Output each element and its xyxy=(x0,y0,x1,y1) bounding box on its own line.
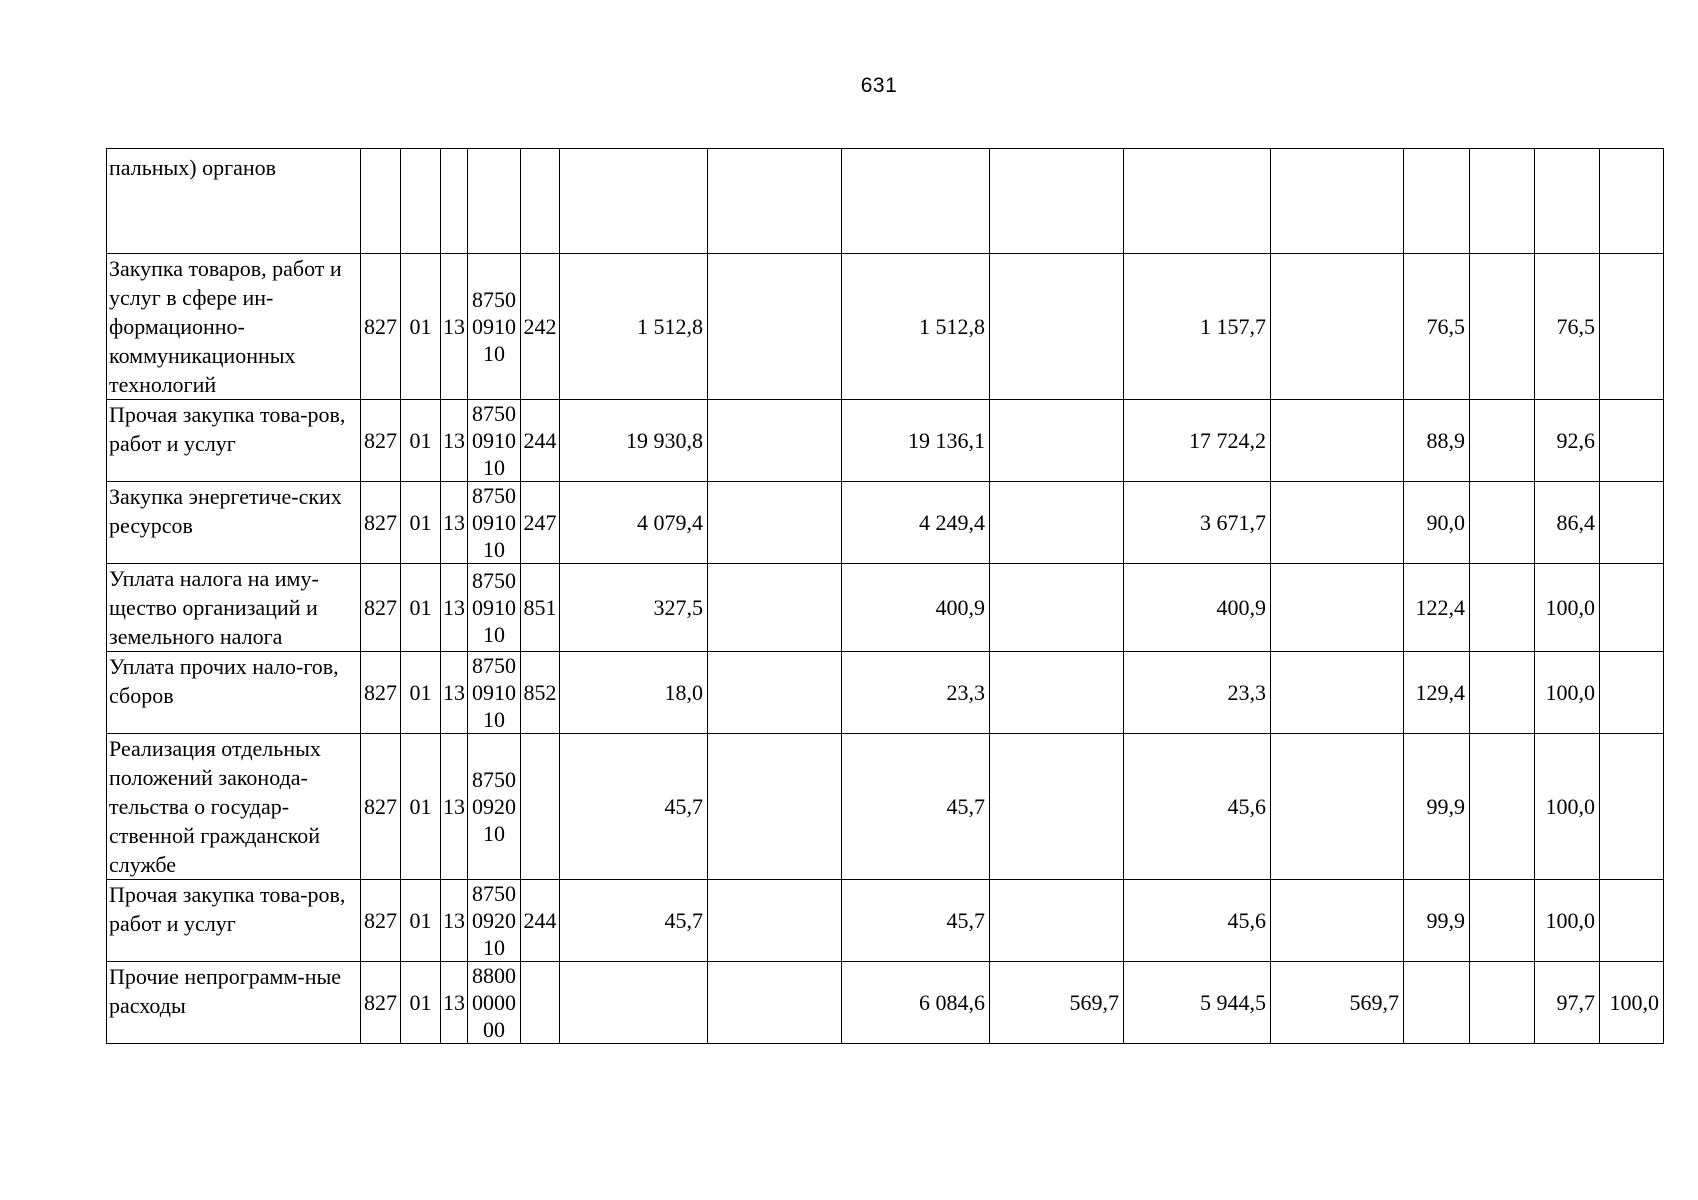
table-row xyxy=(107,400,1664,482)
csr-code-part: 8750 xyxy=(472,287,516,312)
cell-value: 100,0 xyxy=(1535,734,1600,880)
cell-value: 19 136,1 xyxy=(842,400,990,482)
cell-value: 45,6 xyxy=(1124,734,1271,880)
cell-csr xyxy=(468,734,521,880)
cell-value: 17 724,2 xyxy=(1124,400,1271,482)
cell-value xyxy=(1470,149,1535,254)
csr-code-part: 8750 xyxy=(472,568,516,593)
cell-value xyxy=(1271,880,1404,962)
cell-value: 1 157,7 xyxy=(1124,254,1271,400)
cell-value xyxy=(708,400,842,482)
csr-code-part: 8750 xyxy=(472,653,516,678)
row-name: Закупка товаров, работ и услуг в сфере ин-формационно-коммуникационных технологий xyxy=(107,254,361,400)
cell-value xyxy=(560,149,708,254)
cell-value xyxy=(708,880,842,962)
cell-value xyxy=(1470,880,1535,962)
row-name: Прочая закупка това-ров, работ и услуг xyxy=(107,400,361,482)
cell-value: 100,0 xyxy=(1600,962,1664,1044)
cell-value xyxy=(1271,254,1404,400)
cell-value: 400,9 xyxy=(1124,564,1271,652)
cell-value: 76,5 xyxy=(1535,254,1600,400)
csr-code-part: 8750 xyxy=(472,401,516,426)
cell-value: 45,7 xyxy=(842,734,990,880)
cell-ved: 827 xyxy=(361,254,401,400)
table-row xyxy=(107,734,1664,880)
csr-code-part: 00 xyxy=(483,1017,505,1042)
cell-value xyxy=(1600,400,1664,482)
cell-value: 23,3 xyxy=(842,652,990,734)
cell-value xyxy=(1470,254,1535,400)
cell-value xyxy=(1271,149,1404,254)
cell-rz: 01 xyxy=(401,734,441,880)
cell-value xyxy=(1600,880,1664,962)
cell-value xyxy=(1470,734,1535,880)
cell-value: 45,6 xyxy=(1124,880,1271,962)
cell-value: 5 944,5 xyxy=(1124,962,1271,1044)
cell-value xyxy=(1600,564,1664,652)
cell-value: 45,7 xyxy=(560,734,708,880)
cell-value xyxy=(1600,149,1664,254)
cell-value xyxy=(990,482,1124,564)
cell-pr: 13 xyxy=(441,400,468,482)
cell-rz: 01 xyxy=(401,482,441,564)
cell-value xyxy=(1470,400,1535,482)
cell-value xyxy=(560,962,708,1044)
cell-csr xyxy=(468,564,521,652)
cell-value: 569,7 xyxy=(990,962,1124,1044)
cell-ved: 827 xyxy=(361,734,401,880)
cell-value xyxy=(1470,652,1535,734)
cell-value xyxy=(1600,652,1664,734)
cell-value: 99,9 xyxy=(1404,880,1470,962)
cell-value: 86,4 xyxy=(1535,482,1600,564)
row-name: пальных) органов xyxy=(107,149,361,254)
cell-csr xyxy=(468,962,521,1044)
table-row xyxy=(107,880,1664,962)
cell-value xyxy=(708,962,842,1044)
cell-value: 92,6 xyxy=(1535,400,1600,482)
cell-value: 88,9 xyxy=(1404,400,1470,482)
cell-rz: 01 xyxy=(401,962,441,1044)
page-number: 631 xyxy=(860,74,898,97)
row-name: Уплата прочих нало-гов, сборов xyxy=(107,652,361,734)
cell-value: 129,4 xyxy=(1404,652,1470,734)
row-name: Реализация отдельных положений законода-тельства о государ-ственной гражданской службе xyxy=(107,734,361,880)
cell-value xyxy=(1271,734,1404,880)
cell-value xyxy=(1600,734,1664,880)
row-name: Прочая закупка това-ров, работ и услуг xyxy=(107,880,361,962)
cell-ved: 827 xyxy=(361,652,401,734)
cell-value xyxy=(990,564,1124,652)
cell-value: 45,7 xyxy=(842,880,990,962)
cell-value xyxy=(708,149,842,254)
cell-value: 100,0 xyxy=(1535,652,1600,734)
cell-ved xyxy=(361,149,401,254)
csr-code-part: 10 xyxy=(483,537,505,562)
cell-value: 1 512,8 xyxy=(842,254,990,400)
cell-rz: 01 xyxy=(401,880,441,962)
cell-rz: 01 xyxy=(401,564,441,652)
cell-value xyxy=(842,149,990,254)
cell-value xyxy=(1271,400,1404,482)
cell-pr: 13 xyxy=(441,880,468,962)
cell-vr: 247 xyxy=(521,482,560,564)
row-name: Прочие непрограмм-ные расходы xyxy=(107,962,361,1044)
cell-ved: 827 xyxy=(361,962,401,1044)
cell-value: 45,7 xyxy=(560,880,708,962)
cell-value: 97,7 xyxy=(1535,962,1600,1044)
cell-vr xyxy=(521,734,560,880)
cell-ved: 827 xyxy=(361,482,401,564)
table-row xyxy=(107,254,1664,400)
cell-vr xyxy=(521,149,560,254)
csr-code-part: 8750 xyxy=(472,767,516,792)
cell-csr xyxy=(468,880,521,962)
cell-value xyxy=(1271,564,1404,652)
cell-ved: 827 xyxy=(361,880,401,962)
cell-value: 6 084,6 xyxy=(842,962,990,1044)
cell-value: 100,0 xyxy=(1535,564,1600,652)
cell-value xyxy=(708,482,842,564)
cell-value xyxy=(1470,962,1535,1044)
csr-code-part: 10 xyxy=(483,622,505,647)
cell-csr xyxy=(468,149,521,254)
cell-value xyxy=(1404,962,1470,1044)
csr-code-part: 10 xyxy=(483,935,505,960)
cell-value: 122,4 xyxy=(1404,564,1470,652)
cell-vr: 244 xyxy=(521,880,560,962)
table-row xyxy=(107,482,1664,564)
cell-value xyxy=(1600,254,1664,400)
cell-vr xyxy=(521,962,560,1044)
cell-value xyxy=(990,254,1124,400)
cell-rz: 01 xyxy=(401,652,441,734)
cell-value xyxy=(708,254,842,400)
cell-rz: 01 xyxy=(401,254,441,400)
cell-csr xyxy=(468,254,521,400)
cell-value: 18,0 xyxy=(560,652,708,734)
cell-value xyxy=(1271,652,1404,734)
cell-rz: 01 xyxy=(401,400,441,482)
cell-value: 90,0 xyxy=(1404,482,1470,564)
cell-vr: 244 xyxy=(521,400,560,482)
cell-pr xyxy=(441,149,468,254)
table-body xyxy=(107,149,1664,1044)
cell-vr: 852 xyxy=(521,652,560,734)
cell-csr xyxy=(468,482,521,564)
cell-value xyxy=(990,734,1124,880)
cell-value xyxy=(1124,149,1271,254)
cell-value xyxy=(1535,149,1600,254)
csr-code-part: 0910 xyxy=(472,428,516,453)
cell-value: 19 930,8 xyxy=(560,400,708,482)
cell-value xyxy=(1404,149,1470,254)
cell-csr xyxy=(468,652,521,734)
table-row xyxy=(107,149,1664,254)
cell-value: 4 079,4 xyxy=(560,482,708,564)
csr-code-part: 10 xyxy=(483,455,505,480)
csr-code-part: 8750 xyxy=(472,483,516,508)
cell-pr: 13 xyxy=(441,482,468,564)
cell-value xyxy=(708,564,842,652)
cell-value xyxy=(708,652,842,734)
csr-code-part: 10 xyxy=(483,341,505,366)
csr-code-part: 8800 xyxy=(472,963,516,988)
csr-code-part: 0910 xyxy=(472,680,516,705)
cell-value: 76,5 xyxy=(1404,254,1470,400)
csr-code-part: 10 xyxy=(483,707,505,732)
cell-pr: 13 xyxy=(441,652,468,734)
csr-code-part: 8750 xyxy=(472,881,516,906)
cell-value: 23,3 xyxy=(1124,652,1271,734)
cell-value xyxy=(990,880,1124,962)
table-row xyxy=(107,564,1664,652)
csr-code-part: 0920 xyxy=(472,908,516,933)
cell-vr: 851 xyxy=(521,564,560,652)
csr-code-part: 0920 xyxy=(472,794,516,819)
cell-pr: 13 xyxy=(441,564,468,652)
cell-value xyxy=(708,734,842,880)
cell-value: 100,0 xyxy=(1535,880,1600,962)
cell-rz xyxy=(401,149,441,254)
cell-value: 400,9 xyxy=(842,564,990,652)
cell-csr xyxy=(468,400,521,482)
csr-code-part: 0000 xyxy=(472,990,516,1015)
row-name: Уплата налога на иму-щество организаций и земельного налога xyxy=(107,564,361,652)
cell-vr: 242 xyxy=(521,254,560,400)
cell-pr: 13 xyxy=(441,734,468,880)
cell-value xyxy=(990,149,1124,254)
cell-pr: 13 xyxy=(441,962,468,1044)
csr-code-part: 10 xyxy=(483,821,505,846)
cell-pr: 13 xyxy=(441,254,468,400)
cell-value: 3 671,7 xyxy=(1124,482,1271,564)
table-row xyxy=(107,652,1664,734)
budget-table xyxy=(106,148,1664,1044)
cell-ved: 827 xyxy=(361,400,401,482)
csr-code-part: 0910 xyxy=(472,314,516,339)
cell-value xyxy=(1271,482,1404,564)
cell-value xyxy=(990,652,1124,734)
csr-code-part: 0910 xyxy=(472,595,516,620)
csr-code-part: 0910 xyxy=(472,510,516,535)
cell-value: 1 512,8 xyxy=(560,254,708,400)
row-name: Закупка энергетиче-ских ресурсов xyxy=(107,482,361,564)
cell-value: 99,9 xyxy=(1404,734,1470,880)
cell-ved: 827 xyxy=(361,564,401,652)
cell-value xyxy=(1470,564,1535,652)
cell-value xyxy=(1600,482,1664,564)
cell-value: 4 249,4 xyxy=(842,482,990,564)
cell-value: 327,5 xyxy=(560,564,708,652)
cell-value: 569,7 xyxy=(1271,962,1404,1044)
cell-value xyxy=(1470,482,1535,564)
table-row xyxy=(107,962,1664,1044)
cell-value xyxy=(990,400,1124,482)
